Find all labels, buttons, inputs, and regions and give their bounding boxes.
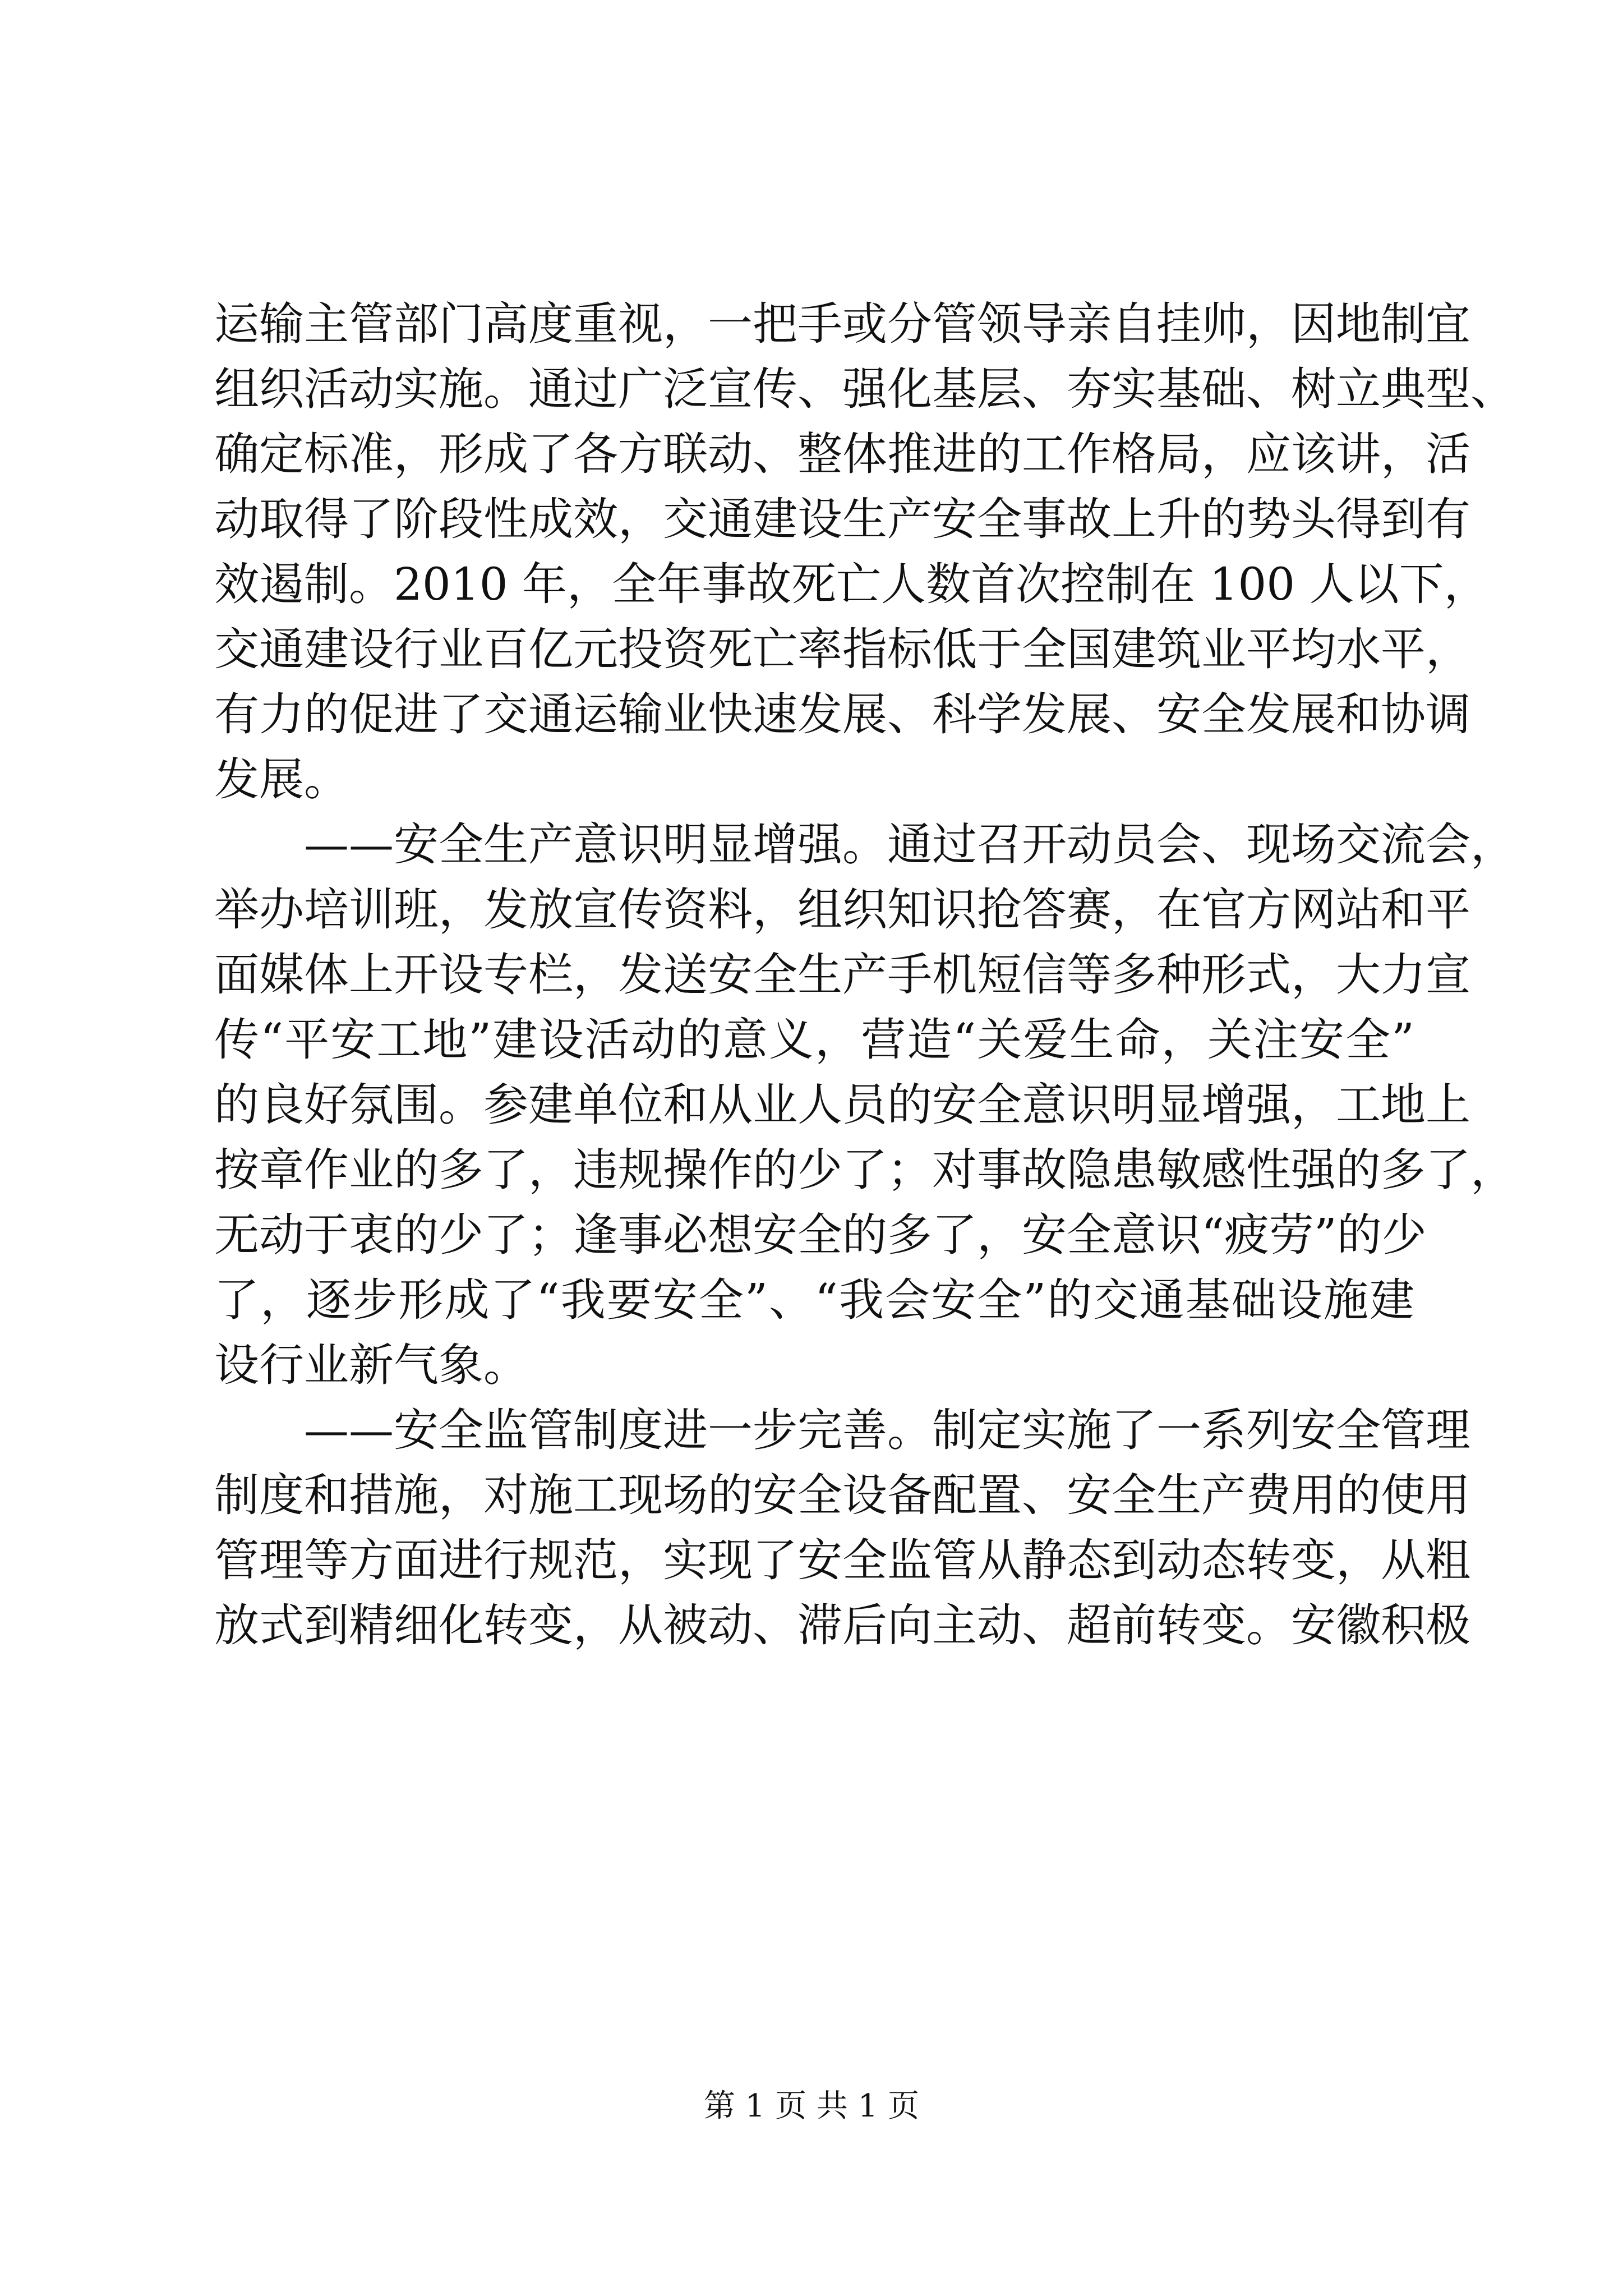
text-line: 发展。: [214, 753, 349, 806]
text-line: 制度和措施，对施工现场的安全设备配置、安全生产费用的使用: [214, 1469, 1470, 1521]
text-line: 交通建设行业百亿元投资死亡率指标低于全国建筑业平均水平，: [214, 623, 1470, 675]
text-line: ——安全生产意识明显增强。通过召开动员会、现场交流会，: [304, 818, 1515, 871]
text-line: 组织活动实施。通过广泛宣传、强化基层、夯实基础、树立典型、: [214, 363, 1515, 415]
text-line: 无动于衷的少了；逢事必想安全的多了，安全意识“疲劳”的少: [214, 1209, 1427, 1261]
text-line: 的良好氛围。参建单位和从业人员的安全意识明显增强，工地上: [214, 1079, 1470, 1131]
text-line: 面媒体上开设专栏，发送安全生产手机短信等多种形式，大力宣: [214, 949, 1470, 1001]
paragraph-2: [214, 812, 1515, 1398]
text-line: 传“平安工地”建设活动的意义，营造“关爱生命，关注安全”: [214, 1014, 1414, 1066]
document-body: [214, 292, 1515, 1658]
text-line: 运输主管部门高度重视，一把手或分管领导亲自挂帅，因地制宜: [214, 298, 1470, 350]
text-line: 按章作业的多了，违规操作的少了；对事故隐患敏感性强的多了，: [214, 1144, 1515, 1196]
page-number-footer: 第 1 页 共 1 页: [703, 2088, 920, 2124]
text-line: 有力的促进了交通运输业快速发展、科学发展、安全发展和协调: [214, 688, 1470, 740]
text-line: 管理等方面进行规范，实现了安全监管从静态到动态转变，从粗: [214, 1534, 1470, 1586]
text-line: 效遏制。2010 年，全年事故死亡人数首次控制在 100 人以下，: [214, 558, 1489, 610]
text-line: 动取得了阶段性成效，交通建设生产安全事故上升的势头得到有: [214, 493, 1470, 545]
text-line: ——安全监管制度进一步完善。制定实施了一系列安全管理: [304, 1404, 1470, 1456]
text-line: 放式到精细化转变，从被动、滞后向主动、超前转变。安徽积极: [214, 1599, 1470, 1651]
paragraph-1: [214, 292, 1515, 812]
text-line: 设行业新气象。: [214, 1339, 528, 1391]
paragraph-3: [214, 1398, 1470, 1658]
text-line: 确定标准，形成了各方联动、整体推进的工作格局，应该讲，活: [214, 428, 1470, 480]
text-line: 举办培训班，发放宣传资料，组织知识抢答赛，在官方网站和平: [214, 884, 1470, 936]
text-line: 了，逐步形成了“我要安全”、“我会安全”的交通基础设施建: [214, 1274, 1414, 1326]
